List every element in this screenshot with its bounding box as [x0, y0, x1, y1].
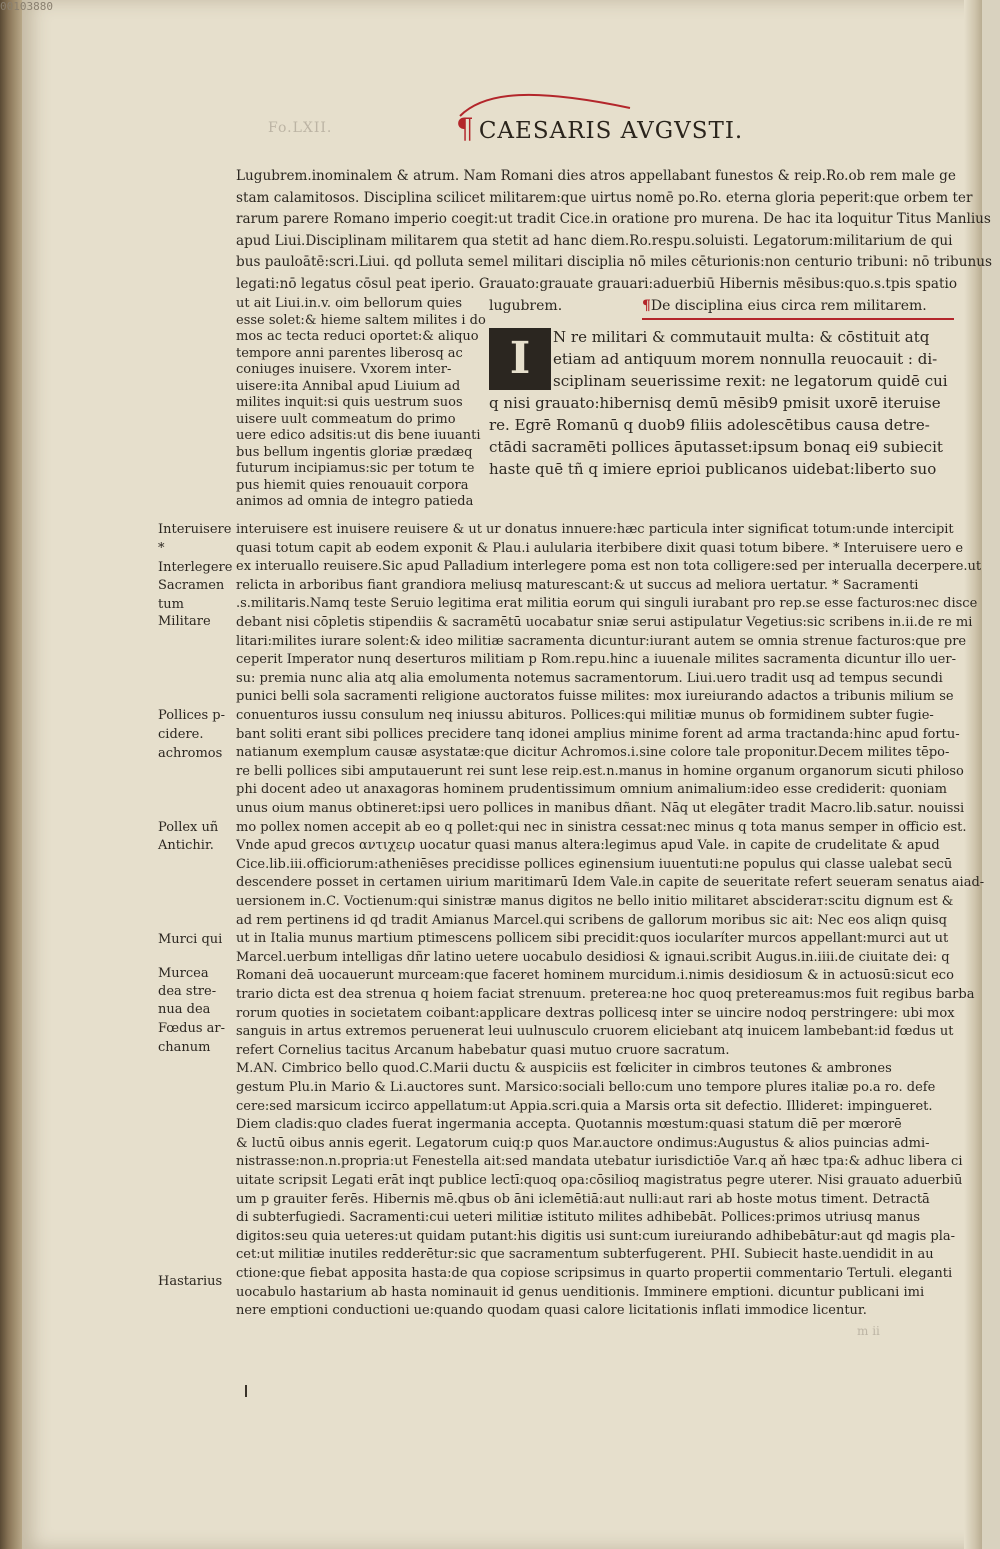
text-line: Cice.lib.iii.officiorum:atheniēses precidisse pollices eginensium iuuentuti:ne populus qui classe ualebat secū	[236, 856, 953, 872]
margin-note: Interlegere	[158, 560, 233, 575]
text-line: esse solet:& hieme saltem milites i do	[236, 312, 486, 328]
text-line: mos ac tecta reduci oportet:& aliquo	[236, 329, 479, 344]
book-binding	[0, 0, 22, 1549]
margin-note: Pollices p-	[158, 708, 226, 723]
text-line: N re militari & commutauit multa: & cōstituit atq	[553, 328, 930, 346]
text-line: uersionem in.C. Voctienum:qui sinistræ manus digitos ne bello initio militaret abscideraт:scitu dignum est &	[236, 894, 954, 909]
text-line: uere edico adsitis:ut dis bene iuuanti	[236, 428, 481, 443]
margin-note: Interuisere	[158, 522, 232, 537]
margin-note: nua dea	[158, 1002, 211, 1017]
text-line: .s.militaris.Namq teste Seruio legitima erat militia eorum qui singuli iurabant pro rep.se esse facturos:nec disce	[236, 596, 978, 612]
drop-initial: I	[489, 328, 551, 390]
text-line: q nisi grauato:hibernisq demū mēsib9 pmisit uxorē iteruise	[489, 394, 941, 412]
text-line: refert Cornelius tacitus Arcanum habebatur quasi mutuo cruore sacratum.	[236, 1042, 730, 1058]
running-head	[456, 112, 743, 145]
margin-note: dea stre-	[158, 984, 217, 999]
text-line: uocabulo hastarium ab hasta nominauit id genus uenditionis. Imminere emptioni. dicuntur publicani imi	[236, 1284, 925, 1300]
margin-note: *	[158, 541, 165, 556]
margin-note: Hastarius	[158, 1274, 223, 1289]
corner-reference: 00103880	[0, 0, 53, 13]
text-line: relicta in arboribus fiant grandiora meliusq maturescant:& ut succus ad meliora uertatur. * Sacramenti	[236, 577, 919, 593]
text-line: unus oium manus obtineret:ipsi uero pollices in manibus dñant. Nāq ut elegāter tradit Macro.lib.satur. nouissi	[236, 801, 965, 816]
text-line: sanguis in artus extremos peruenerat leui uulnusculo cruorem eliciebant atq inuicem lambebant:id fœdus ut	[236, 1024, 954, 1040]
text-line: ceperit Imperator nunq deserturos militiam p Rom.repu.hinc a iuuenale milites sacramenta dicuntur illo uer-	[236, 652, 956, 668]
text-line: ut ait Liui.in.v. oim bellorum quies	[236, 296, 463, 311]
text-line: digitos:seu quia ueteres:ut quidam putant:his digitis usi sunt:cum iureiurando adhibebātur:aut qd magis pla-	[236, 1228, 956, 1244]
text-line: punici belli sola sacramenti religione auctoratos fuisse milites: mox iureiurando adactos a tribunis milium se	[236, 689, 954, 705]
margin-note: chanum	[158, 1040, 211, 1055]
text-line: etiam ad antiquum morem nonnulla reuocauit : di-	[553, 350, 938, 368]
text-line: legati:nō legatus cōsul peat iperio. Grauato:grauate grauari:aduerbiū Hibernis mēsibus:quo.s.tpis spatio	[236, 275, 958, 292]
margin-note: achromos	[158, 746, 223, 761]
text-line: trario dicta est dea strenua q hoiem faciat strenuum. preterea:ne hoc quoq pretereamus:mos fuit regibus barba	[236, 987, 975, 1002]
text-line: litari:milites iurare solent:& ideo militiæ sacramenta dicuntur:iurant autem se omnia strenue facturos:que pre	[236, 633, 967, 649]
text-line: rarum parere Romano imperio coegit:ut tradit Cice.in oratione pro murena. De hac ita loquitur Titus Manlius	[236, 211, 991, 227]
text-line: uisere uult commeatum do primo	[236, 411, 456, 427]
text-line: conuenturos iussu consulum neq iniussu abituros. Pollices:qui militiæ munus ob formidinem subter fugie-	[236, 708, 934, 723]
text-line: cet:ut militiæ inutiles redderētur:sic que sacramentum subterfugerent. PHI. Subiecit haste.uendidit in au	[236, 1247, 934, 1263]
pilcrow-icon: ¶	[642, 298, 651, 314]
page-edge	[964, 0, 982, 1549]
text-line: haste quē tñ q imiere eprioi publicanos uidebat:liberto suo	[489, 460, 937, 478]
text-line: bus bellum ingentis gloriæ prædæq	[236, 444, 473, 460]
text-line: tempore anni parentes liberosq ac	[236, 345, 463, 361]
ink-mark	[245, 1385, 247, 1397]
text-line: Lugubrem.inominalem & atrum. Nam Romani dies atros appellabant funestos & reip.Ro.ob rem male ge	[236, 168, 956, 184]
text-line: bus pauloātē:scri.Liui. qd polluta semel militari disciplia nō miles cēturionis:non centurio tribuni: nō tribunus	[236, 254, 992, 270]
text-line: animos ad omnia de integro patieda	[236, 494, 474, 509]
text-line: Marcel.uerbum intelligas dñr latino uetere uocabulo desidiosi & ignaui.scribit Augus.in.iiii.de ciuitate dei: q	[236, 949, 950, 965]
heading-underline	[642, 318, 954, 320]
text-line: Vnde apud grecos αντιχειρ uocatur quasi manus altera:legimus apud Vale. in capite de crudelitate & apud	[236, 838, 940, 854]
margin-note: Antichir.	[158, 838, 214, 853]
text-line: debant nisi cōpletis stipendiis & sacramētū uocabatur sniæ serui astipulatur Vegetius:sic scribens in.ii.de re mi	[236, 615, 973, 630]
margin-note: Murcea	[158, 966, 209, 981]
section-heading: ¶De disciplina eius circa rem militarem.	[642, 298, 927, 314]
text-line: cere:sed marsicum iccirco appellatum:ut Appia.scri.quia a Marsis orta sit defectio. Illideret: impingueret.	[236, 1098, 933, 1114]
text-line: ctione:que fiebat apposita hasta:de qua copiose scripsimus in quarto propertii commentario Tertuli. eleganti	[236, 1266, 953, 1281]
text-line: apud Liui.Disciplinam militarem qua stetit ad hanc diem.Ro.respu.soluisti. Legatorum:militarium de qui	[236, 232, 953, 249]
text-line: re belli pollices sibi amputauerunt rei sunt lese reip.est.n.manus in homine organum organorum sicuti philoso	[236, 763, 964, 779]
folio-ghost: Fo.LXII.	[268, 120, 333, 136]
text-line: descendere posset in certamen uirium maritimarū Idem Vale.in capite de seueritate refert seueram senatus aiad-	[236, 875, 985, 891]
margin-note: cidere.	[158, 727, 204, 742]
text-line: di subterfugiedi. Sacramenti:cui ueteri militiæ istituto milites adhibebāt. Pollices:primos utriusq manus	[236, 1210, 921, 1226]
margin-note: Sacramen	[158, 578, 225, 593]
text-line: phi docent adeo ut anaxagoras hominem prudentissimum omnium animalium:ideo esse crediderit: quoniam	[236, 782, 947, 798]
text-line: M.AN. Cimbrico bello quod.C.Marii ductu & auspiciis est fœliciter in cimbros teutones & ambrones	[236, 1061, 892, 1077]
text-line: ctādi sacramēti pollices āputasset:ipsum bonaq ei9 subiecit	[489, 438, 943, 456]
margin-note: Fœdus ar-	[158, 1021, 226, 1036]
text-line: Diem cladis:quo clades fuerat ingermania accepta. Quotannis mœstum:quasi statum diē per mœrorē	[236, 1117, 902, 1133]
text-line: coniuges inuisere. Vxorem inter-	[236, 362, 452, 377]
text-line: re. Egrē Romanū q duob9 filiis adolescētibus causa detre-	[489, 416, 930, 434]
text-line: ut in Italia munus martium ptimescens pollicem sibi precidit:quos iocularíter murcos appellant:murci aut ut	[236, 931, 949, 947]
text-line: uisere:ita Annibal apud Liuium ad	[236, 378, 461, 394]
margin-note: Murci qui	[158, 932, 223, 947]
text-line: interuisere est inuisere reuisere & ut ur donatus innuere:hæc particula inter significat totum:unde intercipit	[236, 522, 954, 537]
text-line: Romani deā uocauerunt murceam:que faceret hominem murcidum.i.nimis desidiosum & in actuosū:sicut eco	[236, 968, 954, 984]
text-line: uitate scripsit Legati erāt inqt publice lectī:quoq opa:cōsilioq magistratus pegre uterer. Nisi grauato aduerbiū	[236, 1173, 963, 1188]
text-line: quasi totum capit ab eodem exponit & Plau.i aulularia iterbibere dixit quasi totum bibere. * Interuisere uero e	[236, 540, 964, 556]
margin-note: Militare	[158, 614, 211, 629]
text-line: milites inquit:si quis uestrum suos	[236, 395, 463, 410]
text-line: um p grauiter ferēs. Hibernis mē.qbus ob āni iclemētiā:aut nulli:aut rari ab hoste motus timent. Detractā	[236, 1191, 930, 1207]
text-line: rorum quoties in societatem coibant:applicare dextras pollicesq inter se uincire nodoq perstringere: ubi mox	[236, 1005, 955, 1021]
text-line: bant soliti erant sibi pollices precidere tanq idonei amplius minime forent ad arma tractanda:hinc apud fortu-	[236, 726, 960, 742]
margin-note: tum	[158, 597, 184, 612]
text-line: futurum incipiamus:sic per totum te	[236, 461, 475, 476]
signature-mark: m ii	[857, 1324, 880, 1338]
text-line: stam calamitosos. Disciplina scilicet militarem:que uirtus nomē po.Ro. eterna gloria peperit:que orbem ter	[236, 189, 973, 206]
pilcrow-icon: ¶	[456, 112, 475, 145]
text-line: natianum exemplum causæ asystatæ:que dicitur Achromos.i.sine colore tale proponitur.Decem milites tēpo-	[236, 745, 950, 761]
text-line: & luctū oibus annis egerit. Legatorum cuiq:p quos Mar.auctore ondimus:Augustus & alios puincias admi-	[236, 1135, 930, 1151]
text-line: pus hiemit quies renouauit corpora	[236, 477, 469, 493]
text-line: nere emptioni conductioni ue:quando quodam quasi calore licitationis inflati immodice licentur.	[236, 1303, 867, 1319]
running-head-text: CAESARIS AVGVSTI.	[478, 118, 744, 144]
text-line: ad rem pertinens id qd tradit Amianus Marcel.qui scribens de gallorum moribus sic ait: Nec eos aliqn quisq	[236, 912, 947, 928]
text-line: mo pollex nomen accepit ab eo q pollet:qui nec in sinistra cessat:nec minus q tota manus semper in officio est.	[236, 819, 967, 835]
text-line: su: premia nunc alia atq alia emolumenta notemus sacramentorum. Liui.uero tradit usq ad tempus secundi	[236, 670, 943, 686]
text-line: gestum Plu.in Mario & Li.auctores sunt. Marsico:sociali bello:cum uno tempore plures italiæ po.a ro. defe	[236, 1080, 936, 1095]
intro-word: lugubrem.	[489, 298, 563, 314]
text-line: sciplinam seuerissime rexit: ne legatorum quidē cui	[553, 372, 948, 390]
text-line: ex interuallo reuisere.Sic apud Palladium interlegere poma est non tota colligere:sed per interualla decerpere.ut	[236, 559, 982, 575]
text-line: nistrasse:non.n.propria:ut Fenestella ait:sed mandata utebatur iurisdictiōe Var.q aň hæc tpa:& adhuc libera ci	[236, 1154, 963, 1170]
margin-note: Pollex uñ	[158, 820, 219, 835]
